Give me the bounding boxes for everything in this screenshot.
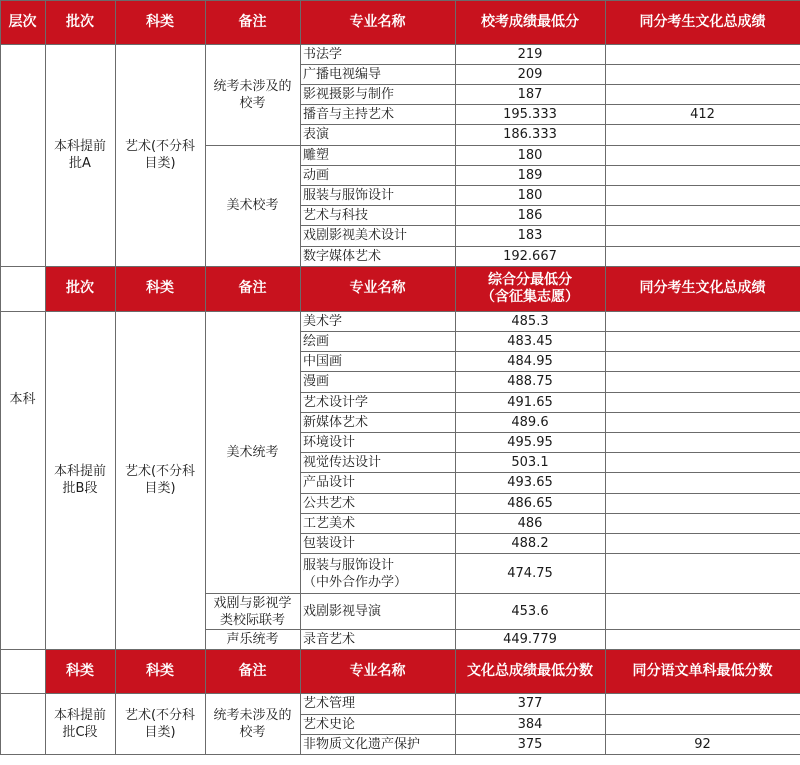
header-batch: 批次 [45, 0, 115, 44]
min-score: 495.95 [507, 434, 553, 450]
tie-score [605, 714, 800, 734]
category-cell: 艺术(不分科 目类) [124, 139, 196, 172]
major-name: 艺术管理 [303, 696, 356, 712]
grid-line [300, 0, 301, 754]
tie-score: 92 [694, 736, 711, 752]
major-name: 绘画 [303, 333, 330, 349]
tie-score [605, 432, 800, 452]
header-level: 层次 [0, 0, 45, 44]
major-name: 表演 [303, 127, 330, 143]
tie-score [605, 493, 800, 513]
min-score: 486.65 [507, 495, 553, 511]
min-score: 180 [517, 147, 543, 163]
note-cell: 戏剧与影视学 类校际联考 [213, 595, 292, 628]
min-score: 486 [517, 515, 543, 531]
level-cell: 本科 [9, 391, 36, 407]
min-score: 192.667 [503, 248, 557, 264]
header-major: 专业名称 [300, 650, 455, 694]
batch-cell: 本科提前 批A [53, 139, 106, 172]
grid-line [205, 0, 206, 754]
note-cell: 统考未涉及的 校考 [213, 708, 292, 741]
grid-line [455, 0, 456, 754]
tie-score [605, 372, 800, 392]
tie-score [605, 64, 800, 84]
header-major: 专业名称 [300, 0, 455, 44]
min-score: 491.65 [507, 394, 553, 410]
grid-line [605, 0, 606, 754]
note-cell: 美术校考 [226, 198, 279, 214]
category-cell: 艺术(不分科 目类) [124, 708, 196, 741]
tie-score [605, 44, 800, 64]
grid-line [0, 754, 800, 755]
tie-score [605, 392, 800, 412]
major-name: 视觉传达设计 [303, 455, 382, 471]
grid-line [0, 0, 800, 1]
major-name: 艺术与科技 [303, 208, 369, 224]
major-name: 数字媒体艺术 [303, 248, 382, 264]
min-score: 453.6 [511, 604, 549, 620]
min-score: 488.2 [511, 535, 549, 551]
min-score: 186 [517, 208, 543, 224]
tie-score [605, 84, 800, 104]
tie-score [605, 594, 800, 630]
header-tie: 同分考生文化总成绩 [605, 266, 800, 311]
header-tie: 同分考生文化总成绩 [605, 0, 800, 44]
note-cell: 美术统考 [226, 444, 279, 460]
tie-score [605, 513, 800, 533]
min-score: 195.333 [503, 107, 557, 123]
major-name: 包装设计 [303, 535, 356, 551]
min-score: 488.75 [507, 374, 553, 390]
header-note: 备注 [205, 650, 300, 694]
min-score: 474.75 [507, 566, 553, 582]
major-name: 产品设计 [303, 475, 356, 491]
major-name: 环境设计 [303, 434, 356, 450]
tie-score [605, 125, 800, 145]
tie-score [605, 185, 800, 205]
grid-line [45, 649, 800, 650]
major-name: 非物质文化遗产保护 [303, 736, 421, 752]
grid-line [45, 266, 800, 267]
min-score: 189 [517, 167, 543, 183]
min-score: 384 [517, 716, 543, 732]
tie-score [605, 554, 800, 594]
major-name: 美术学 [303, 313, 343, 329]
header-score: 综合分最低分 （含征集志愿） [455, 266, 605, 311]
min-score: 485.3 [511, 313, 549, 329]
major-name: 艺术史论 [303, 716, 356, 732]
header-score: 校考成绩最低分 [455, 0, 605, 44]
tie-score [605, 412, 800, 432]
major-name: 服装与服饰设计 （中外合作办学） [303, 557, 408, 590]
major-name: 中国画 [303, 354, 343, 370]
major-name: 播音与主持艺术 [303, 107, 395, 123]
note-cell: 声乐统考 [226, 632, 279, 648]
header-category: 科类 [115, 650, 205, 694]
grid-line [45, 0, 46, 754]
grid-line [0, 693, 800, 694]
major-name: 录音艺术 [303, 632, 356, 648]
category-cell: 艺术(不分科 目类) [124, 464, 196, 497]
tie-score [605, 331, 800, 351]
major-name: 服装与服饰设计 [303, 187, 395, 203]
min-score: 503.1 [511, 455, 549, 471]
major-name: 工艺美术 [303, 515, 356, 531]
major-name: 公共艺术 [303, 495, 356, 511]
header-batch: 批次 [45, 266, 115, 311]
major-name: 雕塑 [303, 147, 330, 163]
note-cell: 统考未涉及的 校考 [213, 78, 292, 111]
major-name: 书法学 [303, 46, 343, 62]
tie-score: 412 [690, 107, 715, 123]
min-score: 375 [517, 736, 543, 752]
tie-score [605, 206, 800, 226]
min-score: 493.65 [507, 475, 553, 491]
grid-line [115, 0, 116, 754]
min-score: 483.45 [507, 333, 553, 349]
tie-score [605, 630, 800, 650]
header-category: 科类 [115, 266, 205, 311]
grid-line [0, 44, 800, 45]
batch-cell: 本科提前 批C段 [53, 708, 106, 741]
major-name: 影视摄影与制作 [303, 86, 395, 102]
grid-line [0, 311, 800, 312]
major-name: 艺术设计学 [303, 394, 369, 410]
min-score: 187 [517, 86, 543, 102]
header-note: 备注 [205, 0, 300, 44]
min-score: 377 [517, 696, 543, 712]
major-name: 广播电视编导 [303, 66, 382, 82]
header-batch: 科类 [45, 650, 115, 694]
min-score: 180 [517, 187, 543, 203]
tie-score [605, 165, 800, 185]
header-major: 专业名称 [300, 266, 455, 311]
tie-score [605, 694, 800, 714]
min-score: 449.779 [503, 632, 557, 648]
tie-score [605, 145, 800, 165]
major-name: 戏剧影视导演 [303, 604, 382, 620]
min-score: 484.95 [507, 354, 553, 370]
min-score: 183 [517, 228, 543, 244]
batch-cell: 本科提前 批B段 [53, 464, 106, 497]
header-category: 科类 [115, 0, 205, 44]
grid-line [0, 0, 1, 754]
header-note: 备注 [205, 266, 300, 311]
major-name: 新媒体艺术 [303, 414, 369, 430]
min-score: 186.333 [503, 127, 557, 143]
header-tie: 同分语文单科最低分数 [605, 650, 800, 694]
tie-score [605, 352, 800, 372]
tie-score [605, 226, 800, 246]
tie-score [605, 453, 800, 473]
major-name: 戏剧影视美术设计 [303, 228, 408, 244]
major-name: 漫画 [303, 374, 330, 390]
min-score: 489.6 [511, 414, 549, 430]
min-score: 209 [517, 66, 543, 82]
major-name: 动画 [303, 167, 330, 183]
tie-score [605, 533, 800, 553]
min-score: 219 [517, 46, 543, 62]
tie-score [605, 311, 800, 331]
tie-score [605, 246, 800, 266]
tie-score [605, 473, 800, 493]
header-score: 文化总成绩最低分数 [455, 650, 605, 694]
